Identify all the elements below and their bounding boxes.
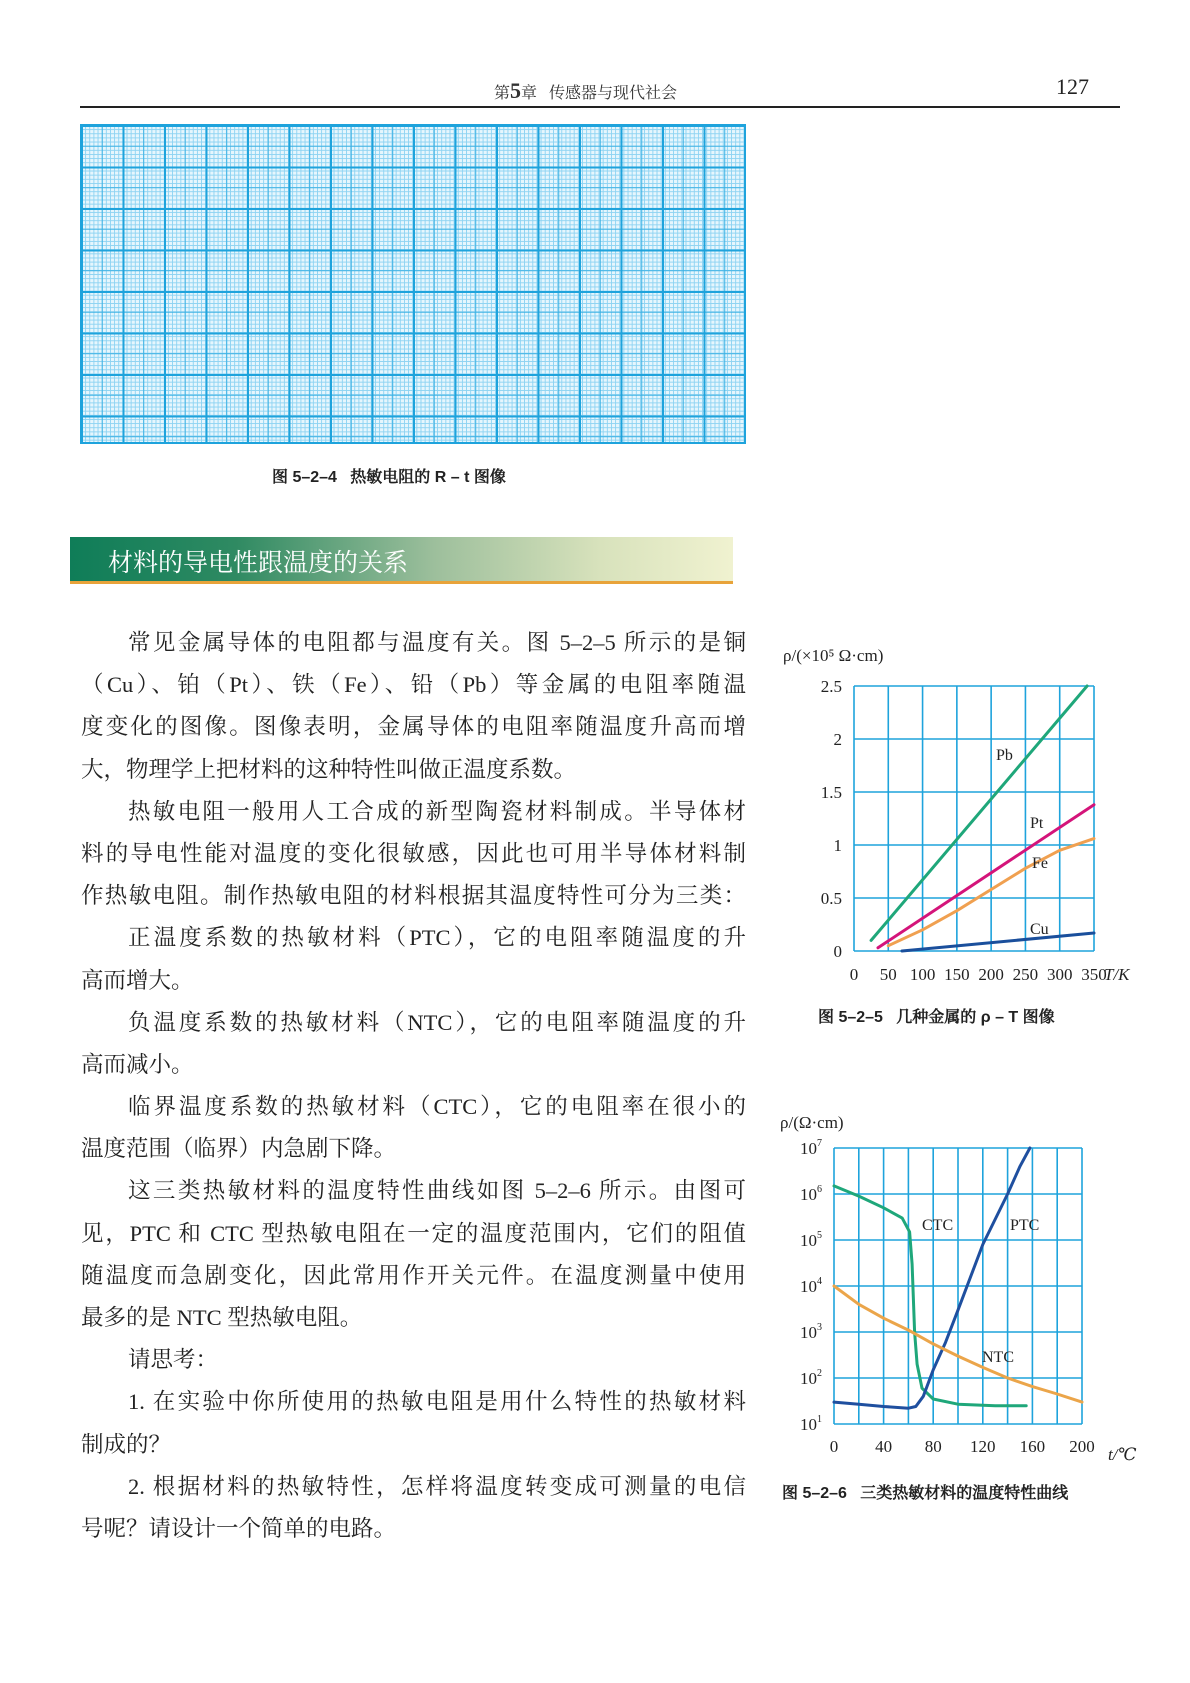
figure-caption-5-2-4: 图 5–2–4 热敏电阻的 R – t 图像 <box>272 469 506 486</box>
body-line: 作热敏电阻。制作热敏电阻的材料根据其温度特性可分为三类： <box>81 883 746 909</box>
y-tick-label: 1.5 <box>820 783 842 802</box>
section-heading-text: 材料的导电性跟温度的关系 <box>108 549 409 577</box>
y-tick-label: 2.5 <box>820 677 842 696</box>
body-line: 请思考： <box>128 1347 219 1373</box>
body-line: 最多的是 NTC 型热敏电阻。 <box>81 1305 363 1330</box>
chapter-title: 传感器与现代社会 <box>549 85 678 102</box>
chart-1 <box>783 646 1131 984</box>
body-line: 1. 在实验中你所使用的热敏电阻是用什么特性的热敏材料 <box>128 1389 746 1415</box>
body-line: 2. 根据材料的热敏特性，怎样将温度转变成可测量的电信 <box>128 1473 746 1499</box>
x-tick-label: 350 <box>1081 965 1107 984</box>
body-line: 料的导电性能对温度的变化很敏感，因此也可用半导体材料制 <box>81 840 746 866</box>
chart-2 <box>780 1113 1136 1464</box>
body-line: 制成的？ <box>81 1431 172 1457</box>
series-line-pb <box>871 686 1087 940</box>
body-line: 负温度系数的热敏材料（NTC），它的电阻率随温度的升 <box>128 1009 746 1035</box>
x-tick-label: 200 <box>1069 1437 1095 1456</box>
chapter-number: 5 <box>510 78 522 103</box>
series-label-fe: Fe <box>1032 855 1048 872</box>
y-tick-label: 1 <box>833 836 842 855</box>
y-tick-label: 0.5 <box>820 889 842 908</box>
chapter-suffix: 章 <box>521 85 538 102</box>
x-tick-label: 0 <box>849 965 859 984</box>
body-line: 这三类热敏材料的温度特性曲线如图 5–2–6 所示。由图可 <box>128 1178 746 1204</box>
y-tick-label: $10^1$ <box>800 1414 822 1434</box>
y-tick-label: $10^3$ <box>800 1322 822 1342</box>
series-label-pt: Pt <box>1030 815 1044 832</box>
series-label-pb: Pb <box>996 747 1013 764</box>
y-tick-label: 0 <box>833 942 842 961</box>
x-tick-label: 160 <box>1019 1437 1046 1456</box>
body-line: 号呢？请设计一个简单的电路。 <box>81 1515 397 1541</box>
body-line: 见，PTC 和 CTC 型热敏电阻在一定的温度范围内，它们的阻值 <box>81 1220 746 1246</box>
series-label-ctc: CTC <box>922 1217 954 1234</box>
y-tick-label: $10^2$ <box>800 1368 822 1388</box>
page-number: 127 <box>1056 74 1089 99</box>
series-line-pt <box>878 805 1094 948</box>
body-line: 临界温度系数的热敏材料（CTC），它的电阻率在很小的 <box>128 1094 746 1120</box>
x-tick-label: 80 <box>924 1437 942 1456</box>
series-line-cu <box>902 933 1094 951</box>
figure-caption-5-2-5: 图 5–2–5 几种金属的 ρ – T 图像 <box>818 1009 1055 1026</box>
x-axis-label: T/K <box>1104 965 1130 984</box>
body-line: 高而增大。 <box>81 967 194 993</box>
x-tick-label: 0 <box>829 1437 839 1456</box>
x-tick-label: 120 <box>970 1437 996 1456</box>
x-tick-label: 40 <box>875 1437 893 1456</box>
series-label-ntc: NTC <box>982 1349 1014 1366</box>
y-tick-label: $10^5$ <box>800 1230 822 1250</box>
x-tick-label: 200 <box>978 965 1004 984</box>
series-line-ptc <box>834 1148 1030 1408</box>
body-line: 热敏电阻一般用人工合成的新型陶瓷材料制成。半导体材 <box>128 798 746 824</box>
y-axis-label: ρ/(Ω·cm) <box>780 1113 844 1132</box>
body-line: 大，物理学上把材料的这种特性叫做正温度系数。 <box>81 756 577 782</box>
y-tick-label: $10^4$ <box>800 1276 822 1296</box>
figure-caption-5-2-6: 图 5–2–6 三类热敏材料的温度特性曲线 <box>782 1485 1069 1502</box>
series-label-cu: Cu <box>1030 921 1049 938</box>
body-line: 正温度系数的热敏材料（PTC），它的电阻率随温度的升 <box>128 925 746 951</box>
body-line: 随温度而急剧变化，因此常用作开关元件。在温度测量中使用 <box>81 1262 746 1288</box>
x-tick-label: 150 <box>944 965 970 984</box>
y-tick-label: $10^6$ <box>800 1184 822 1204</box>
body-line: （Cu）、铂（Pt）、铁（Fe）、铅（Pb）等金属的电阻率随温 <box>81 672 746 698</box>
x-tick-label: 300 <box>1046 965 1073 984</box>
body-line: 常见金属导体的电阻都与温度有关。图 5–2–5 所示的是铜 <box>128 630 746 655</box>
x-tick-label: 100 <box>909 965 936 984</box>
series-label-ptc: PTC <box>1010 1217 1040 1234</box>
y-axis-label: ρ/(×10⁵ Ω·cm) <box>783 646 884 665</box>
x-tick-label: 250 <box>1012 965 1039 984</box>
y-tick-label: $10^7$ <box>800 1138 822 1158</box>
chapter-prefix: 第 <box>494 85 511 102</box>
y-tick-label: 2 <box>833 730 842 749</box>
x-axis-label: t/℃ <box>1108 1445 1137 1464</box>
body-line: 温度范围（临界）内急剧下降。 <box>81 1136 397 1162</box>
body-line: 高而减小。 <box>81 1051 194 1077</box>
body-line: 度变化的图像。图像表明，金属导体的电阻率随温度升高而增 <box>81 714 746 740</box>
x-tick-label: 50 <box>879 965 897 984</box>
